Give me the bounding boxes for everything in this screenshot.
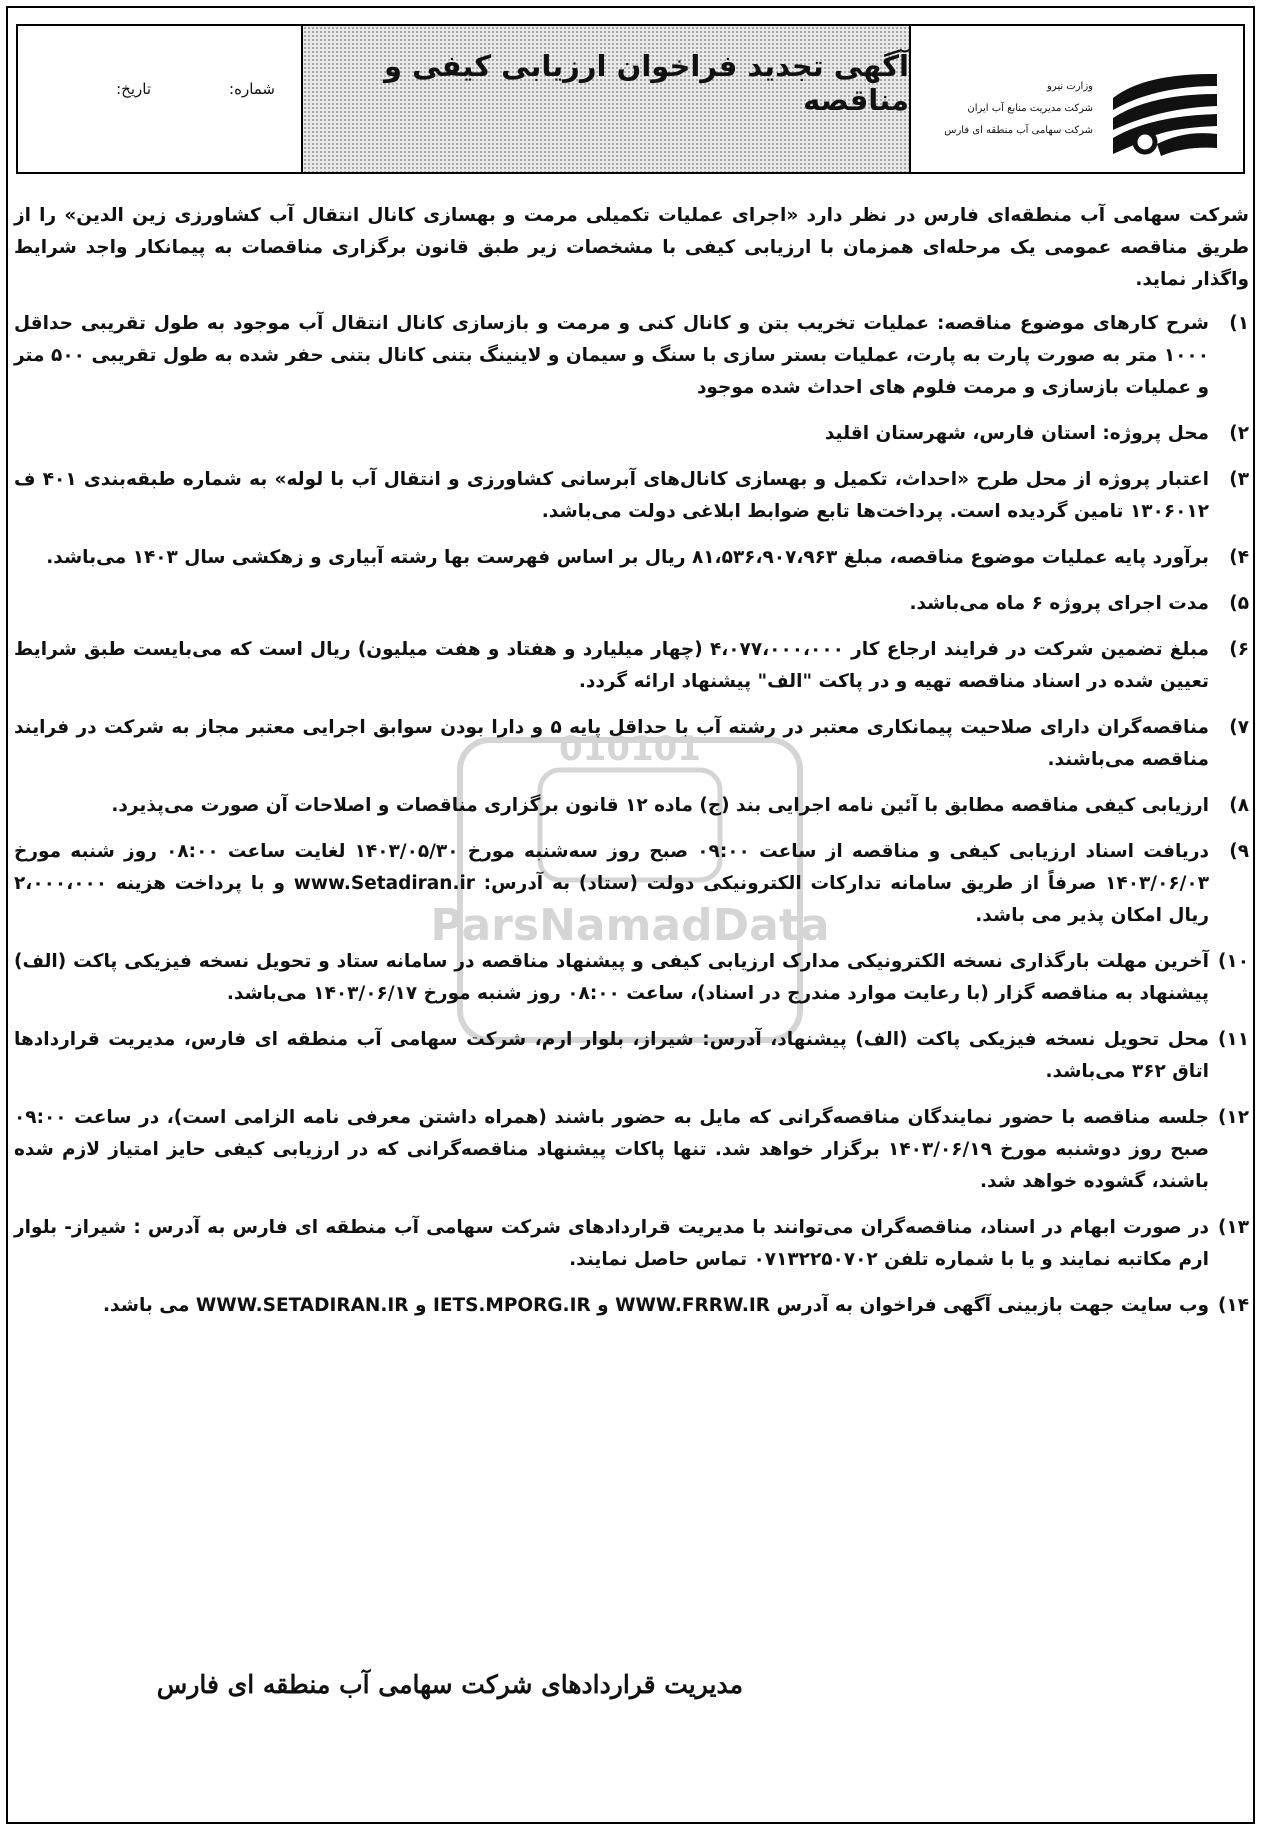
ministry-name: وزارت نیرو xyxy=(1046,81,1093,92)
item-text: مناقصه‌گران دارای صلاحیت پیمانکاری معتبر در رشته آب با حداقل پایه ۵ و دارا بودن سوابق اجرایی معتبر مجاز به شرکت در فرایند مناقصه می‌باشند. xyxy=(14,717,1209,770)
item-number: ۹) xyxy=(1229,841,1249,862)
list-item xyxy=(14,836,1249,932)
list-item xyxy=(14,1102,1249,1198)
list-item xyxy=(14,790,1249,822)
list-item xyxy=(14,634,1249,698)
item-text: اعتبار پروژه از محل طرح «احداث، تکمیل و بهسازی کانال‌های آبرسانی کشاورزی و انتقال آب با لوله» به شماره طبقه‌بندی ۴۰۱ ف ۱۳۰۶۰۱۲ تامین گردیده است. پرداخت‌ها تابع ضوابط ابلاغی دولت می‌باشد. xyxy=(14,469,1209,522)
item-number: ۸) xyxy=(1229,795,1249,816)
title-cell xyxy=(301,26,909,172)
item-number: ۳) xyxy=(1229,469,1249,490)
item-text: وب سایت جهت بازبینی آگهی فراخوان به آدرس WWW.FRRW.IR و IETS.MPORG.IR و WWW.SETADIRAN.IR می باشد. xyxy=(103,1295,1209,1316)
list-item xyxy=(14,588,1249,620)
item-number: ۱۴) xyxy=(1217,1295,1249,1316)
item-number: ۱۱) xyxy=(1217,1029,1249,1050)
item-number: ۱۳) xyxy=(1217,1217,1249,1238)
item-text: آخرین مهلت بارگذاری نسخه الکترونیکی مدارک ارزیابی کیفی و پیشنهاد مناقصه در سامانه ستاد و تحویل نسخه فیزیکی پاکت (الف) پیشنهاد به مناقصه گزار (با رعایت موارد مندرج در اسناد)، ساعت ۰۸:۰۰ روز شنبه مورخ ۱۴۰۳/۰۶/۱۷ می‌باشد. xyxy=(14,951,1209,1004)
signature-line: مدیریت قراردادهای شرکت سهامی آب منطقه ای فارس xyxy=(156,1670,743,1699)
watermark-digits: 010101 xyxy=(559,730,701,769)
list-item xyxy=(14,946,1249,1010)
item-text: شرح کارهای موضوع مناقصه: عملیات تخریب بتن و کانال کنی و مرمت و بازسازی کانال انتقال آب موجود به طول تقریبی حداقل ۱۰۰۰ متر به صورت پارت به پارت، عملیات بستر سازی با سنگ و سیمان و لاینینگ بتنی کانال بتنی حفر شده به طول تقریبی ۵۰۰ متر و عملیات بازسازی و مرمت فلوم های احداث شده موجود xyxy=(14,313,1209,398)
document-header xyxy=(16,24,1245,174)
intro-paragraph: شرکت سهامی آب منطقه‌ای فارس در نظر دارد «اجرای عملیات تکمیلی مرمت و بهسازی کانال انتقال آب کشاورزی زین الدین» را از طریق مناقصه عمومی یک مرحله‌ای همزمان با ارزیابی کیفی با مشخصات زیر طبق قانون برگزاری مناقصات به پیمانکار واجد شرایط واگذار نماید. xyxy=(14,205,1249,290)
item-number: ۵) xyxy=(1229,593,1249,614)
item-text: محل تحویل نسخه فیزیکی پاکت (الف) پیشنهاد، آدرس: شیراز، بلوار ارم، شرکت سهامی آب منطقه ای فارس، مدیریت قراردادها اتاق ۳۶۲ می‌باشد. xyxy=(14,1029,1209,1082)
list-item xyxy=(14,542,1249,574)
document-title: آگهی تجدید فراخوان ارزیابی کیفی و مناقصه xyxy=(384,49,909,117)
list-item xyxy=(14,418,1249,450)
conditions-list xyxy=(14,308,1249,1322)
number-label: شماره: xyxy=(229,80,275,98)
item-number: ۶) xyxy=(1229,639,1249,660)
document-body xyxy=(14,200,1249,1336)
item-number: ۲) xyxy=(1229,423,1249,444)
item-number: ۱۲) xyxy=(1217,1107,1249,1128)
water-company-logo-icon xyxy=(1105,68,1225,158)
parent-company-name: شرکت مدیریت منابع آب ایران xyxy=(967,103,1093,114)
list-item xyxy=(14,712,1249,776)
number-date-cell xyxy=(18,26,301,172)
date-label: تاریخ: xyxy=(116,80,151,98)
item-text: مدت اجرای پروژه ۶ ماه می‌باشد. xyxy=(909,593,1209,614)
company-name: شرکت سهامی آب منطقه ای فارس xyxy=(944,125,1093,136)
item-number: ۱۰) xyxy=(1217,951,1249,972)
item-text: ارزیابی کیفی مناقصه مطابق با آئین نامه اجرایی بند (ج) ماده ۱۲ قانون برگزاری مناقصات و اصلاحات آن صورت می‌پذیرد. xyxy=(111,795,1209,816)
list-item xyxy=(14,464,1249,528)
item-number: ۴) xyxy=(1229,547,1249,568)
watermark-text: ParsNamadData xyxy=(430,900,830,951)
list-item xyxy=(14,1024,1249,1088)
item-text: دریافت اسناد ارزیابی کیفی و مناقصه از ساعت ۰۹:۰۰ صبح روز سه‌شنبه مورخ ۱۴۰۳/۰۵/۳۰ لغایت ساعت ۰۸:۰۰ روز شنبه مورخ ۱۴۰۳/۰۶/۰۳ صرفاً از طریق سامانه تدارکات الکترونیکی دولت (ستاد) به آدرس: www.Setadiran.ir و با پرداخت هزینه ۲،۰۰۰،۰۰۰ ریال امکان پذیر می باشد. xyxy=(14,841,1209,926)
item-number: ۷) xyxy=(1229,717,1249,738)
organization-names xyxy=(933,76,1093,142)
list-item xyxy=(14,1290,1249,1322)
list-item xyxy=(14,1212,1249,1276)
item-text: جلسه مناقصه با حضور نمایندگان مناقصه‌گرانی که مایل به حضور باشند (همراه داشتن معرفی نامه الزامی است)، در ساعت ۰۹:۰۰ صبح روز دوشنبه مورخ ۱۴۰۳/۰۶/۱۹ برگزار خواهد شد. تنها پاکات پیشنهاد مناقصه‌گرانی که در ارزیابی کیفی حایز امتیاز لازم شده باشند، گشوده خواهد شد. xyxy=(14,1107,1210,1192)
item-text: محل پروژه: استان فارس، شهرستان اقلید xyxy=(824,423,1209,444)
list-item xyxy=(14,308,1249,404)
item-text: در صورت ابهام در اسناد، مناقصه‌گران می‌توانند با مدیریت قراردادهای شرکت سهامی آب منطقه ای فارس به آدرس : شیراز- بلوار ارم مکاتبه نمایند و یا با شماره تلفن ۰۷۱۳۲۲۵۰۷۰۲ تماس حاصل نمایند. xyxy=(14,1217,1209,1270)
item-text: برآورد پایه عملیات موضوع مناقصه، مبلغ ۸۱،۵۳۶،۹۰۷،۹۶۳ ریال بر اساس فهرست بها رشته آبیاری و زهکشی سال ۱۴۰۳ می‌باشد. xyxy=(46,547,1209,568)
item-number: ۱) xyxy=(1229,313,1249,334)
item-text: مبلغ تضمین شرکت در فرایند ارجاع کار ۴،۰۷۷،۰۰۰،۰۰۰ (چهار میلیارد و هفتاد و هفت میلیون) ریال است که می‌بایست طبق شرایط تعیین شده در اسناد مناقصه تهیه و در پاکت "الف" پیشنهاد ارائه گردد. xyxy=(14,639,1209,692)
logo-cell xyxy=(909,26,1243,172)
